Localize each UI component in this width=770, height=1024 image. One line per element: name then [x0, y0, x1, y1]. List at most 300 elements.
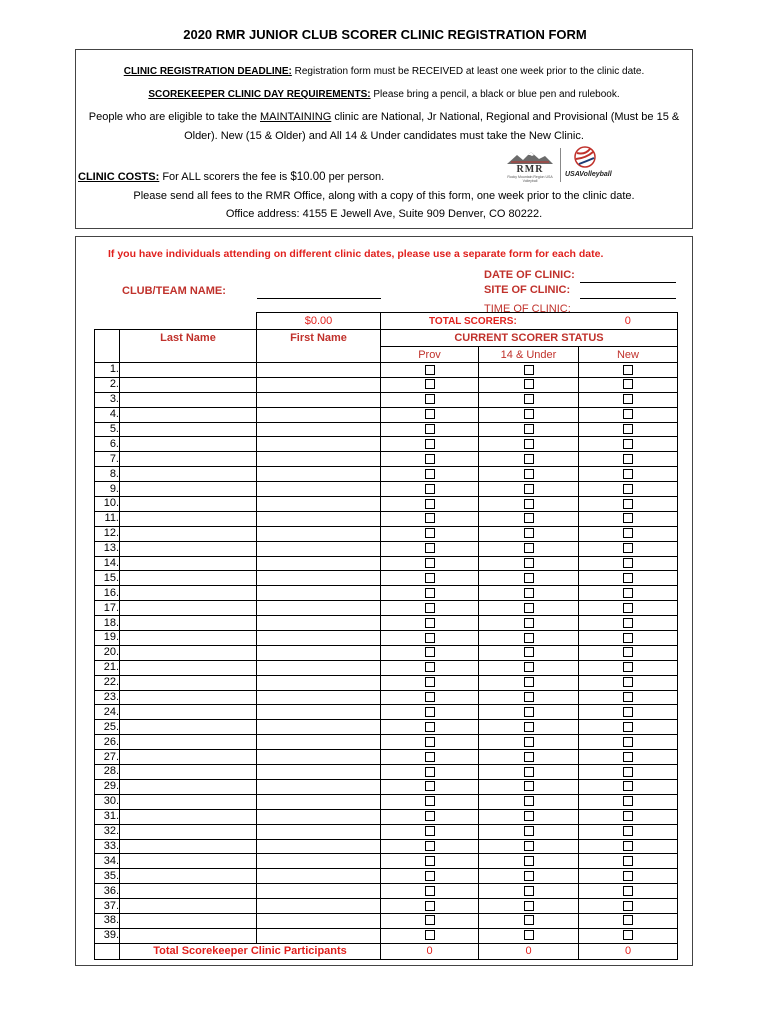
new-checkbox-cell — [579, 794, 678, 809]
prov-checkbox[interactable] — [425, 558, 435, 568]
new-checkbox[interactable] — [623, 886, 633, 896]
new-checkbox[interactable] — [623, 618, 633, 628]
prov-checkbox[interactable] — [425, 394, 435, 404]
14-under-checkbox-cell — [479, 705, 579, 720]
last-name-cell[interactable] — [120, 452, 257, 467]
total-scorers-value: 0 — [579, 313, 678, 330]
row-number: 3. — [95, 392, 120, 407]
new-checkbox[interactable] — [623, 722, 633, 732]
prov-checkbox[interactable] — [425, 901, 435, 911]
row-number: 39. — [95, 928, 120, 943]
14-under-checkbox-cell — [479, 541, 579, 556]
table-row — [95, 571, 678, 586]
14-under-checkbox[interactable] — [524, 662, 534, 672]
new-checkbox-cell — [579, 779, 678, 794]
new-checkbox[interactable] — [623, 647, 633, 657]
row-number: 4. — [95, 407, 120, 422]
last-name-cell[interactable] — [120, 675, 257, 690]
prov-checkbox-cell — [381, 928, 479, 943]
last-name-cell[interactable] — [120, 616, 257, 631]
last-name-cell[interactable] — [120, 794, 257, 809]
site-of-clinic-field[interactable] — [580, 298, 676, 299]
prov-checkbox-cell — [381, 616, 479, 631]
14-under-checkbox[interactable] — [524, 499, 534, 509]
prov-checkbox[interactable] — [425, 365, 435, 375]
14-under-checkbox-cell — [479, 467, 579, 482]
last-name-cell[interactable] — [120, 928, 257, 943]
new-checkbox[interactable] — [623, 454, 633, 464]
prov-checkbox-cell — [381, 899, 479, 914]
prov-checkbox[interactable] — [425, 513, 435, 523]
first-name-cell[interactable] — [257, 645, 381, 660]
last-name-cell[interactable] — [120, 645, 257, 660]
first-name-cell[interactable] — [257, 735, 381, 750]
first-name-cell[interactable] — [257, 392, 381, 407]
14-under-checkbox-cell — [479, 884, 579, 899]
14-under-checkbox[interactable] — [524, 409, 534, 419]
first-name-cell[interactable] — [257, 482, 381, 497]
prov-checkbox-cell — [381, 839, 479, 854]
row-number: 28. — [95, 765, 120, 780]
table-row — [95, 809, 678, 824]
14-under-checkbox-cell — [479, 452, 579, 467]
14-under-checkbox[interactable] — [524, 767, 534, 777]
new-checkbox[interactable] — [623, 633, 633, 643]
14-under-checkbox-cell — [479, 392, 579, 407]
new-checkbox[interactable] — [623, 469, 633, 479]
last-name-cell[interactable] — [120, 467, 257, 482]
first-name-cell[interactable] — [257, 779, 381, 794]
14-under-checkbox[interactable] — [524, 394, 534, 404]
prov-checkbox[interactable] — [425, 409, 435, 419]
row-number: 13. — [95, 541, 120, 556]
14-under-checkbox[interactable] — [524, 379, 534, 389]
new-checkbox-cell — [579, 750, 678, 765]
last-name-cell[interactable] — [120, 541, 257, 556]
prov-checkbox[interactable] — [425, 603, 435, 613]
prov-checkbox-cell — [381, 526, 479, 541]
prov-checkbox[interactable] — [425, 796, 435, 806]
new-checkbox-cell — [579, 392, 678, 407]
14-under-checkbox-cell — [479, 809, 579, 824]
prov-checkbox-cell — [381, 675, 479, 690]
prov-checkbox[interactable] — [425, 692, 435, 702]
first-name-cell[interactable] — [257, 377, 381, 392]
first-name-cell[interactable] — [257, 794, 381, 809]
first-name-cell[interactable] — [257, 422, 381, 437]
14-under-checkbox[interactable] — [524, 454, 534, 464]
14-under-checkbox[interactable] — [524, 424, 534, 434]
table-row — [95, 869, 678, 884]
new-checkbox[interactable] — [623, 588, 633, 598]
14-under-checkbox-cell — [479, 824, 579, 839]
14-under-checkbox[interactable] — [524, 618, 534, 628]
table-row — [95, 586, 678, 601]
prov-checkbox[interactable] — [425, 543, 435, 553]
prov-checkbox[interactable] — [425, 424, 435, 434]
prov-checkbox[interactable] — [425, 930, 435, 940]
prov-checkbox[interactable] — [425, 588, 435, 598]
last-name-cell[interactable] — [120, 899, 257, 914]
total-prov: 0 — [381, 943, 479, 959]
first-name-cell[interactable] — [257, 631, 381, 646]
14-under-checkbox[interactable] — [524, 588, 534, 598]
last-name-cell[interactable] — [120, 854, 257, 869]
prov-checkbox[interactable] — [425, 662, 435, 672]
14-under-checkbox[interactable] — [524, 781, 534, 791]
new-checkbox[interactable] — [623, 707, 633, 717]
first-name-cell[interactable] — [257, 705, 381, 720]
table-row — [95, 779, 678, 794]
new-checkbox[interactable] — [623, 841, 633, 851]
prov-checkbox[interactable] — [425, 781, 435, 791]
14-under-checkbox[interactable] — [524, 647, 534, 657]
page-title: 2020 RMR JUNIOR CLUB SCORER CLINIC REGISTRATION FORM — [183, 27, 587, 42]
new-checkbox[interactable] — [623, 737, 633, 747]
prov-checkbox-cell — [381, 392, 479, 407]
first-name-cell[interactable] — [257, 556, 381, 571]
last-name-cell[interactable] — [120, 824, 257, 839]
last-name-cell[interactable] — [120, 437, 257, 452]
new-checkbox[interactable] — [623, 930, 633, 940]
date-of-clinic-field[interactable] — [580, 282, 676, 283]
last-name-cell[interactable] — [120, 913, 257, 928]
prov-checkbox[interactable] — [425, 841, 435, 851]
14-under-checkbox-cell — [479, 407, 579, 422]
row-number: 27. — [95, 750, 120, 765]
new-checkbox[interactable] — [623, 365, 633, 375]
prov-checkbox-cell — [381, 720, 479, 735]
14-under-checkbox[interactable] — [524, 692, 534, 702]
last-name-cell[interactable] — [120, 765, 257, 780]
first-name-cell[interactable] — [257, 854, 381, 869]
table-row — [95, 824, 678, 839]
row-number: 26. — [95, 735, 120, 750]
prov-checkbox-cell — [381, 705, 479, 720]
first-name-cell[interactable] — [257, 437, 381, 452]
prov-checkbox[interactable] — [425, 767, 435, 777]
table-row — [95, 928, 678, 943]
prov-checkbox[interactable] — [425, 379, 435, 389]
row-number: 15. — [95, 571, 120, 586]
14-under-checkbox-cell — [479, 377, 579, 392]
new-checkbox[interactable] — [623, 379, 633, 389]
prov-checkbox[interactable] — [425, 871, 435, 881]
prov-checkbox[interactable] — [425, 618, 435, 628]
prov-checkbox-cell — [381, 735, 479, 750]
last-name-cell[interactable] — [120, 735, 257, 750]
14-under-checkbox[interactable] — [524, 886, 534, 896]
14-under-checkbox[interactable] — [524, 930, 534, 940]
new-checkbox[interactable] — [623, 573, 633, 583]
new-checkbox[interactable] — [623, 558, 633, 568]
first-name-cell[interactable] — [257, 928, 381, 943]
prov-checkbox[interactable] — [425, 454, 435, 464]
14-under-checkbox[interactable] — [524, 365, 534, 375]
requirements-label: SCOREKEEPER CLINIC DAY REQUIREMENTS: — [148, 89, 371, 100]
new-checkbox[interactable] — [623, 499, 633, 509]
prov-checkbox[interactable] — [425, 752, 435, 762]
14-under-checkbox-cell — [479, 750, 579, 765]
new-checkbox[interactable] — [623, 662, 633, 672]
last-name-cell[interactable] — [120, 779, 257, 794]
14-under-checkbox-cell — [479, 556, 579, 571]
prov-checkbox-cell — [381, 363, 479, 378]
prov-checkbox-cell — [381, 690, 479, 705]
first-name-cell[interactable] — [257, 765, 381, 780]
new-checkbox[interactable] — [623, 394, 633, 404]
first-name-cell[interactable] — [257, 869, 381, 884]
last-name-cell[interactable] — [120, 809, 257, 824]
prov-checkbox-cell — [381, 631, 479, 646]
14-under-checkbox[interactable] — [524, 603, 534, 613]
14-under-checkbox[interactable] — [524, 856, 534, 866]
14-under-checkbox[interactable] — [524, 752, 534, 762]
prov-checkbox[interactable] — [425, 915, 435, 925]
new-checkbox[interactable] — [623, 811, 633, 821]
table-row — [95, 913, 678, 928]
club-team-field[interactable] — [257, 298, 381, 299]
last-name-cell[interactable] — [120, 884, 257, 899]
first-name-cell[interactable] — [257, 750, 381, 765]
first-name-cell[interactable] — [257, 616, 381, 631]
14-under-checkbox-cell — [479, 571, 579, 586]
table-row — [95, 482, 678, 497]
last-name-cell[interactable] — [120, 705, 257, 720]
prov-checkbox-cell — [381, 571, 479, 586]
first-name-cell[interactable] — [257, 884, 381, 899]
prov-checkbox[interactable] — [425, 439, 435, 449]
new-checkbox-cell — [579, 511, 678, 526]
last-name-cell[interactable] — [120, 392, 257, 407]
prov-checkbox[interactable] — [425, 499, 435, 509]
requirements-line — [76, 89, 692, 100]
row-number: 34. — [95, 854, 120, 869]
14-under-checkbox-cell — [479, 913, 579, 928]
new-checkbox[interactable] — [623, 528, 633, 538]
prov-checkbox[interactable] — [425, 811, 435, 821]
mountain-icon — [507, 152, 553, 164]
last-name-cell[interactable] — [120, 422, 257, 437]
first-name-cell[interactable] — [257, 660, 381, 675]
14-under-checkbox[interactable] — [524, 811, 534, 821]
new-checkbox-cell — [579, 884, 678, 899]
14-under-checkbox[interactable] — [524, 707, 534, 717]
14-under-checkbox-cell — [479, 794, 579, 809]
table-row — [95, 750, 678, 765]
new-checkbox-cell — [579, 869, 678, 884]
registration-table — [94, 312, 678, 960]
row-number: 37. — [95, 899, 120, 914]
14-under-checkbox-cell — [479, 645, 579, 660]
14-under-checkbox[interactable] — [524, 915, 534, 925]
14-under-checkbox-cell — [479, 779, 579, 794]
last-name-cell[interactable] — [120, 497, 257, 512]
row-number: 10. — [95, 497, 120, 512]
prov-checkbox[interactable] — [425, 484, 435, 494]
prov-checkbox[interactable] — [425, 856, 435, 866]
14-under-checkbox[interactable] — [524, 841, 534, 851]
first-name-cell[interactable] — [257, 809, 381, 824]
new-checkbox[interactable] — [623, 543, 633, 553]
prov-checkbox-cell — [381, 482, 479, 497]
first-name-cell[interactable] — [257, 720, 381, 735]
prov-checkbox[interactable] — [425, 528, 435, 538]
new-checkbox[interactable] — [623, 513, 633, 523]
col-prov: Prov — [381, 347, 479, 363]
table-row — [95, 839, 678, 854]
last-name-cell[interactable] — [120, 511, 257, 526]
new-checkbox-cell — [579, 645, 678, 660]
last-name-cell[interactable] — [120, 377, 257, 392]
14-under-checkbox[interactable] — [524, 573, 534, 583]
logos — [504, 146, 614, 184]
new-checkbox[interactable] — [623, 826, 633, 836]
rmr-letters: RMR — [516, 164, 544, 175]
last-name-cell[interactable] — [120, 363, 257, 378]
logo-separator — [560, 148, 561, 182]
14-under-checkbox[interactable] — [524, 439, 534, 449]
row-number: 35. — [95, 869, 120, 884]
first-name-cell[interactable] — [257, 363, 381, 378]
new-checkbox-cell — [579, 809, 678, 824]
prov-checkbox[interactable] — [425, 469, 435, 479]
prov-checkbox[interactable] — [425, 647, 435, 657]
new-checkbox[interactable] — [623, 796, 633, 806]
14-under-checkbox-cell — [479, 586, 579, 601]
new-checkbox[interactable] — [623, 781, 633, 791]
total-participants-label: Total Scorekeeper Clinic Participants — [120, 943, 381, 959]
new-checkbox[interactable] — [623, 424, 633, 434]
prov-checkbox[interactable] — [425, 826, 435, 836]
14-under-checkbox-cell — [479, 720, 579, 735]
row-number: 31. — [95, 809, 120, 824]
14-under-checkbox[interactable] — [524, 469, 534, 479]
last-name-cell[interactable] — [120, 601, 257, 616]
new-checkbox[interactable] — [623, 484, 633, 494]
last-name-cell[interactable] — [120, 720, 257, 735]
first-name-cell[interactable] — [257, 497, 381, 512]
new-checkbox[interactable] — [623, 767, 633, 777]
prov-checkbox-cell — [381, 601, 479, 616]
14-under-checkbox-cell — [479, 616, 579, 631]
prov-checkbox-cell — [381, 854, 479, 869]
first-name-cell[interactable] — [257, 824, 381, 839]
fee-total: $0.00 — [257, 313, 381, 330]
new-checkbox[interactable] — [623, 915, 633, 925]
prov-checkbox[interactable] — [425, 573, 435, 583]
last-name-cell[interactable] — [120, 571, 257, 586]
first-name-cell[interactable] — [257, 407, 381, 422]
new-checkbox-cell — [579, 437, 678, 452]
new-checkbox-cell — [579, 913, 678, 928]
14-under-checkbox[interactable] — [524, 513, 534, 523]
first-name-cell[interactable] — [257, 913, 381, 928]
14-under-checkbox[interactable] — [524, 484, 534, 494]
prov-checkbox[interactable] — [425, 633, 435, 643]
new-checkbox[interactable] — [623, 752, 633, 762]
requirements-text: Please bring a pencil, a black or blue pen and rulebook. — [370, 89, 620, 100]
14-under-checkbox[interactable] — [524, 737, 534, 747]
first-name-cell[interactable] — [257, 586, 381, 601]
first-name-cell[interactable] — [257, 675, 381, 690]
first-name-cell[interactable] — [257, 571, 381, 586]
first-name-cell[interactable] — [257, 541, 381, 556]
14-under-checkbox[interactable] — [524, 543, 534, 553]
new-checkbox[interactable] — [623, 856, 633, 866]
row-number: 25. — [95, 720, 120, 735]
last-name-cell[interactable] — [120, 556, 257, 571]
prov-checkbox[interactable] — [425, 677, 435, 687]
prov-checkbox[interactable] — [425, 737, 435, 747]
last-name-cell[interactable] — [120, 660, 257, 675]
prov-checkbox[interactable] — [425, 722, 435, 732]
14-under-checkbox[interactable] — [524, 558, 534, 568]
14-under-checkbox[interactable] — [524, 677, 534, 687]
14-under-checkbox[interactable] — [524, 722, 534, 732]
first-name-cell[interactable] — [257, 511, 381, 526]
14-under-checkbox[interactable] — [524, 901, 534, 911]
row-number: 29. — [95, 779, 120, 794]
first-name-cell[interactable] — [257, 467, 381, 482]
new-checkbox[interactable] — [623, 409, 633, 419]
new-checkbox[interactable] — [623, 603, 633, 613]
last-name-cell[interactable] — [120, 407, 257, 422]
new-checkbox[interactable] — [623, 439, 633, 449]
new-checkbox[interactable] — [623, 677, 633, 687]
14-under-checkbox[interactable] — [524, 633, 534, 643]
prov-checkbox[interactable] — [425, 707, 435, 717]
status-header: CURRENT SCORER STATUS — [381, 330, 678, 347]
prov-checkbox-cell — [381, 407, 479, 422]
first-name-cell[interactable] — [257, 899, 381, 914]
first-name-cell[interactable] — [257, 839, 381, 854]
last-name-cell[interactable] — [120, 631, 257, 646]
last-name-cell[interactable] — [120, 869, 257, 884]
last-name-cell[interactable] — [120, 750, 257, 765]
14-under-checkbox[interactable] — [524, 528, 534, 538]
first-name-cell[interactable] — [257, 690, 381, 705]
new-checkbox[interactable] — [623, 901, 633, 911]
last-name-cell[interactable] — [120, 839, 257, 854]
table-row — [95, 705, 678, 720]
prov-checkbox[interactable] — [425, 886, 435, 896]
new-checkbox[interactable] — [623, 692, 633, 702]
last-name-cell[interactable] — [120, 482, 257, 497]
new-checkbox[interactable] — [623, 871, 633, 881]
table-row — [95, 392, 678, 407]
14-under-checkbox[interactable] — [524, 871, 534, 881]
first-name-cell[interactable] — [257, 452, 381, 467]
table-row — [95, 422, 678, 437]
new-checkbox-cell — [579, 452, 678, 467]
table-row — [95, 511, 678, 526]
first-name-cell[interactable] — [257, 526, 381, 541]
14-under-checkbox-cell — [479, 690, 579, 705]
last-name-cell[interactable] — [120, 586, 257, 601]
last-name-cell[interactable] — [120, 526, 257, 541]
14-under-checkbox[interactable] — [524, 826, 534, 836]
row-number: 12. — [95, 526, 120, 541]
new-checkbox-cell — [579, 467, 678, 482]
prov-checkbox-cell — [381, 586, 479, 601]
new-checkbox-cell — [579, 601, 678, 616]
table-row — [95, 601, 678, 616]
14-under-checkbox-cell — [479, 601, 579, 616]
first-name-cell[interactable] — [257, 601, 381, 616]
14-under-checkbox[interactable] — [524, 796, 534, 806]
last-name-cell[interactable] — [120, 690, 257, 705]
